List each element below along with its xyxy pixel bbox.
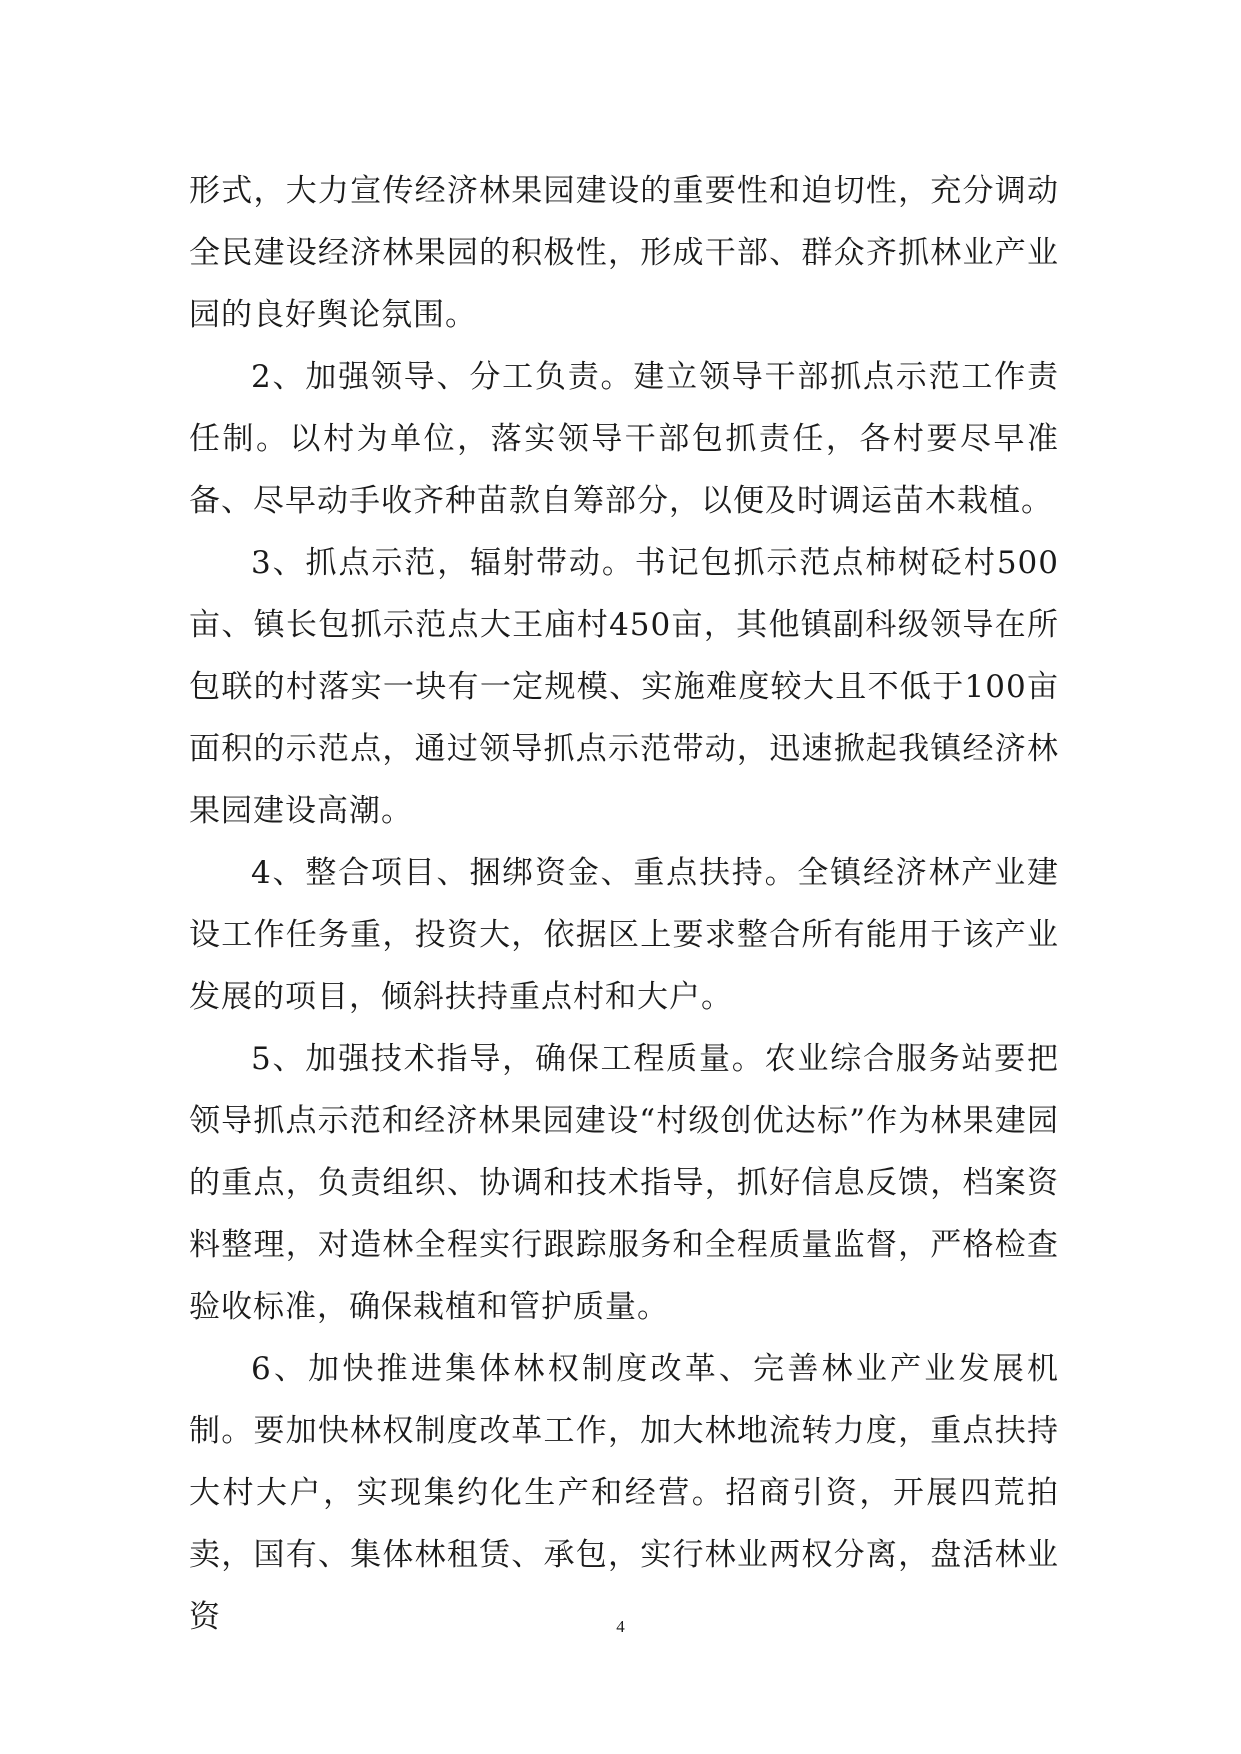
page-number: 4 — [616, 1617, 625, 1636]
paragraph-item-6: 6、加快推进集体林权制度改革、完善林业产业发展机制。要加快林权制度改革工作，加大林地流转力度，重点扶持大村大户，实现集约化生产和经营。招商引资，开展四荒拍卖，国有、集体林租赁、承包，实行林业两权分离，盘活林业资 — [189, 1351, 1059, 1635]
paragraph-item-4: 4、整合项目、捆绑资金、重点扶持。全镇经济林产业建设工作任务重，投资大，依据区上要求整合所有能用于该产业发展的项目，倾斜扶持重点村和大户。 — [189, 855, 1059, 1015]
paragraph-item-2: 2、加强领导、分工负责。建立领导干部抓点示范工作责任制。以村为单位，落实领导干部包抓责任，各村要尽早准备、尽早动手收齐种苗款自筹部分，以便及时调运苗木栽植。 — [189, 359, 1059, 519]
paragraph-item-3: 3、抓点示范，辐射带动。书记包抓示范点柿树砭村500亩、镇长包抓示范点大王庙村450亩，其他镇副科级领导在所包联的村落实一块有一定规模、实施难度较大且不低于100亩面积的示范点，通过领导抓点示范带动，迅速掀起我镇经济林果园建设高潮。 — [189, 545, 1059, 829]
paragraph-continued: 形式，大力宣传经济林果园建设的重要性和迫切性，充分调动全民建设经济林果园的积极性，形成干部、群众齐抓林业产业园的良好舆论氛围。 — [189, 173, 1059, 333]
body-text — [189, 160, 1059, 1648]
paragraph-item-5: 5、加强技术指导，确保工程质量。农业综合服务站要把领导抓点示范和经济林果园建设“村级创优达标”作为林果建园的重点，负责组织、协调和技术指导，抓好信息反馈，档案资料整理，对造林全程实行跟踪服务和全程质量监督，严格检查验收标准，确保栽植和管护质量。 — [189, 1041, 1059, 1325]
